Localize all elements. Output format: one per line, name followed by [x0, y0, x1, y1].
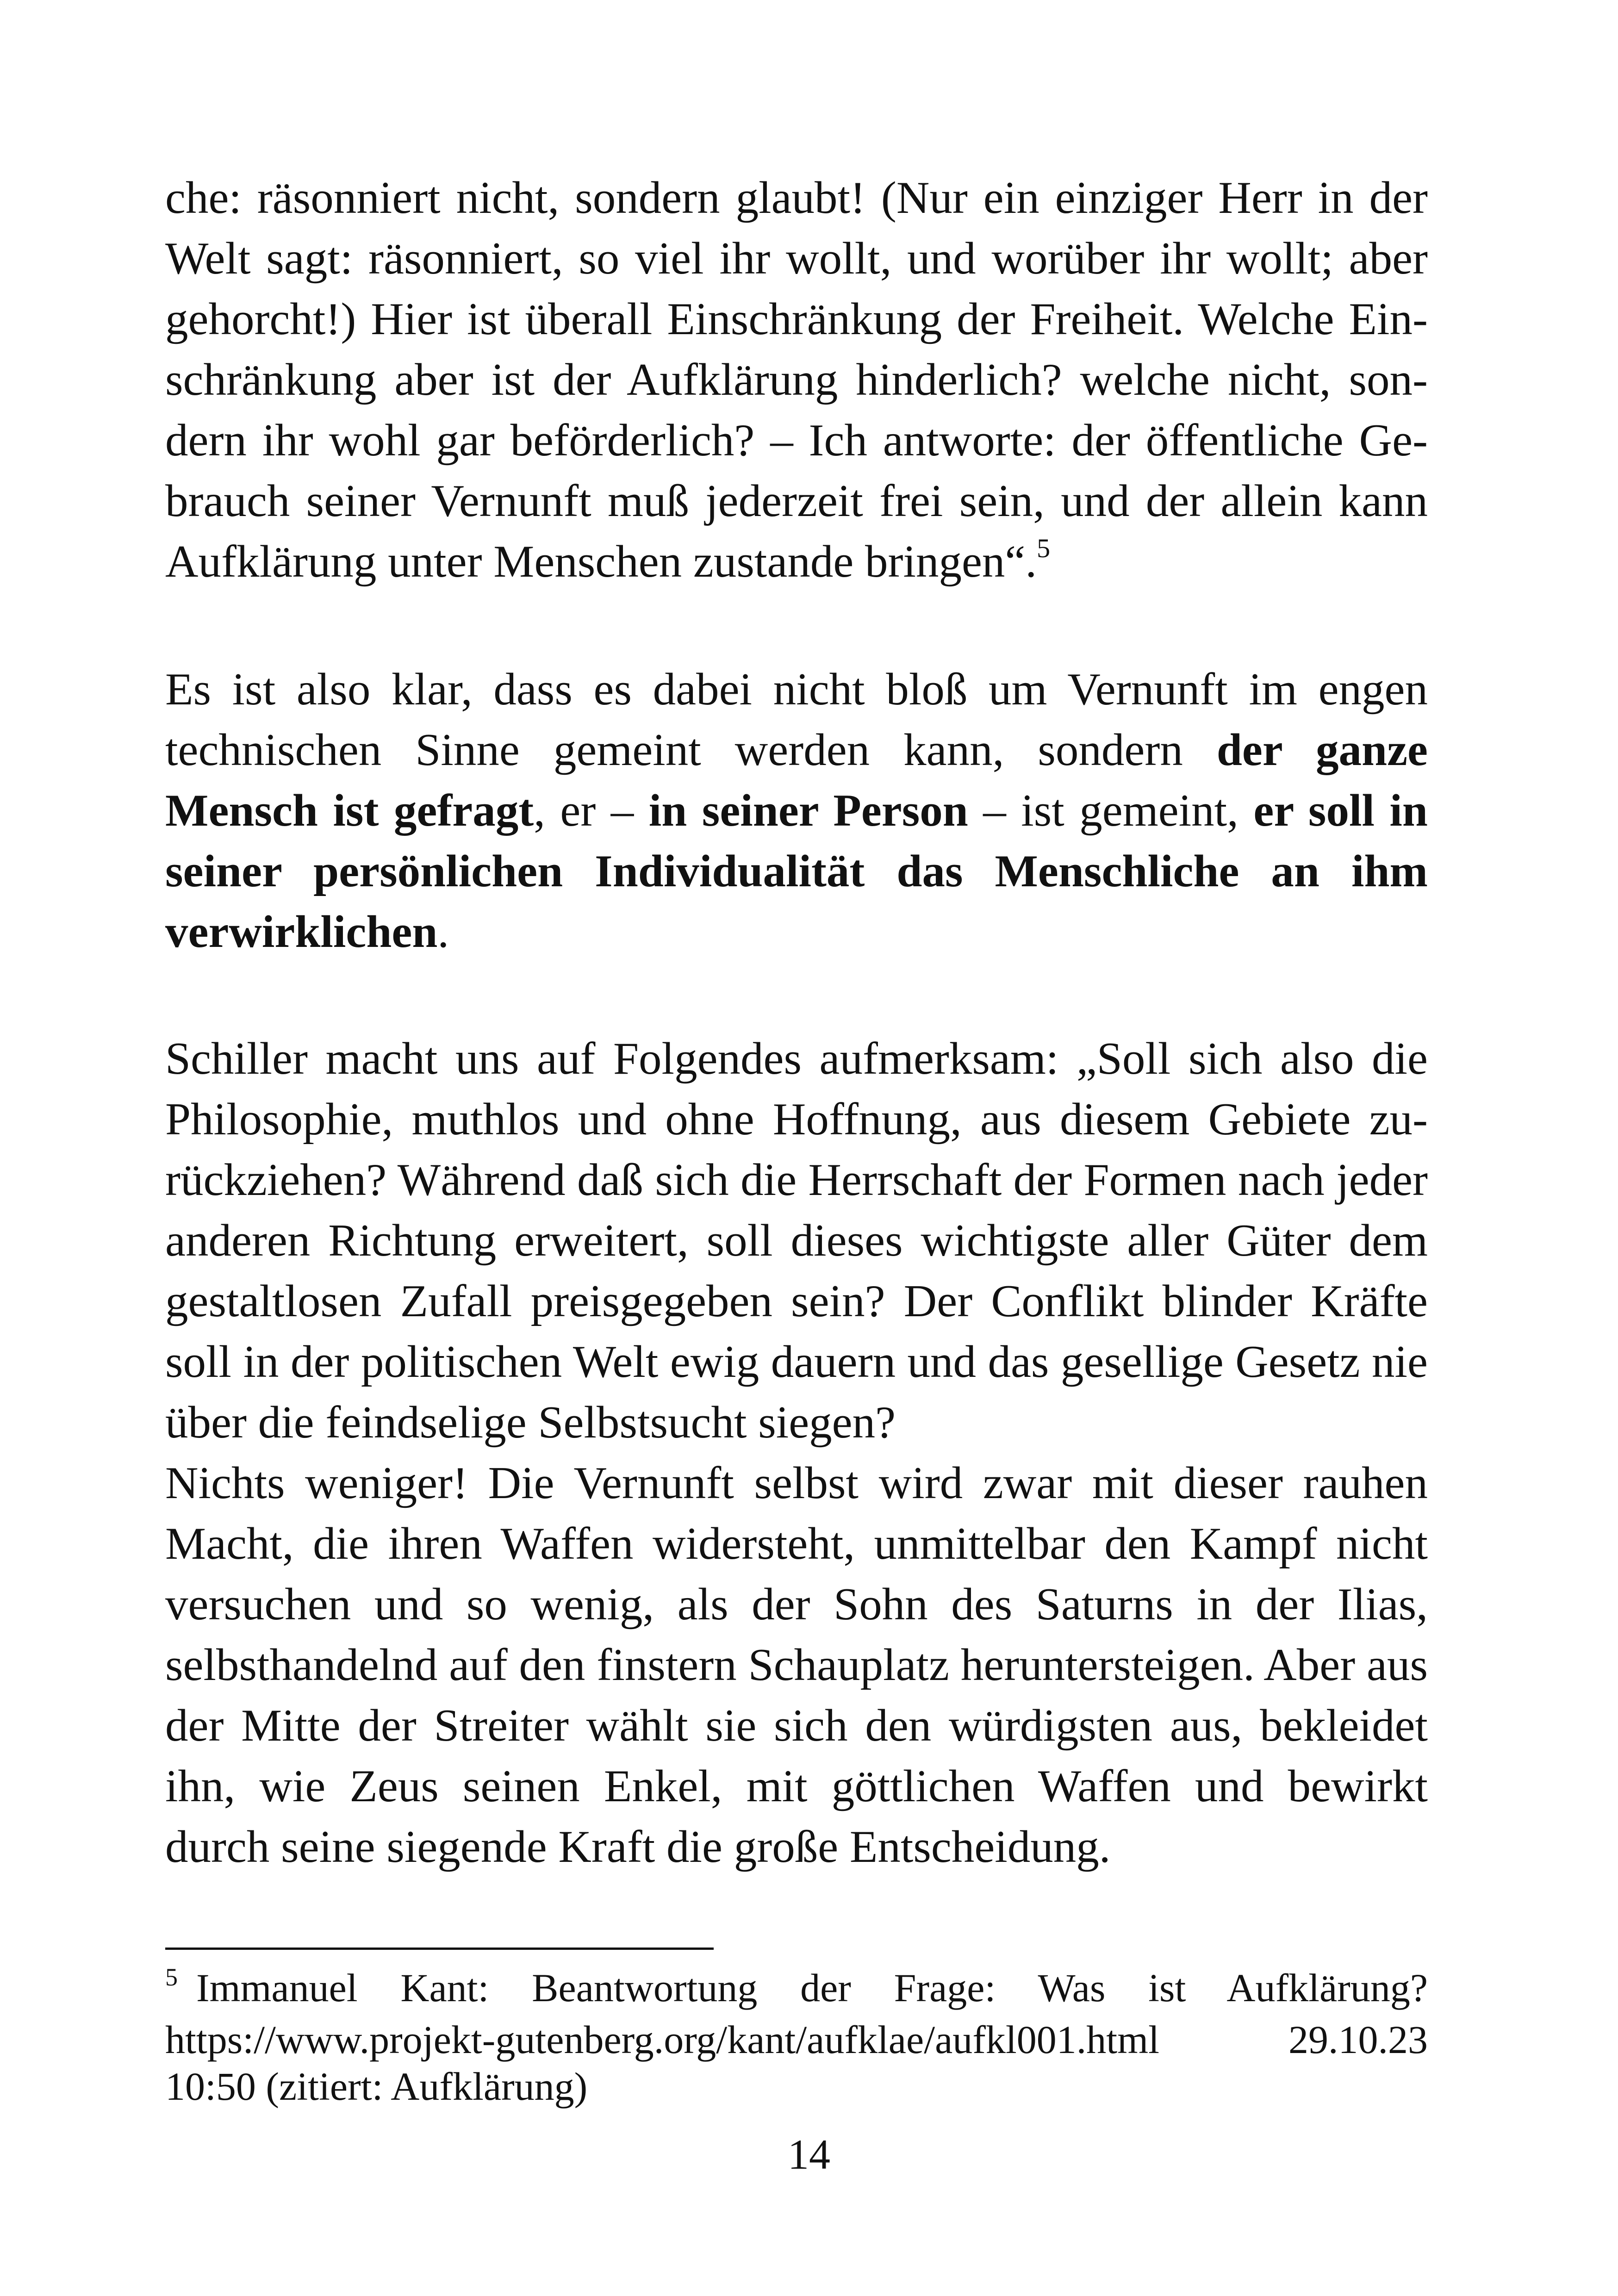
footnote [165, 1965, 1428, 2110]
footnote-separator [165, 1948, 714, 1950]
footnote-url-link[interactable]: https://www.projekt-gutenberg.org/kant/aufklae/aufkl001.html [165, 2017, 1159, 2062]
paragraph-text: Nichts weniger! Die Vernunft selbst wird zwar mit dieser rauhen Macht, die ihren Waffen widersteht, unmittelbar den Kampf nicht versuchen und so wenig, als der Sohn des Saturns in der Ilias, selbsthandelnd auf den finstern Schauplatz heruntersteigen. Aber aus der Mitte der Streiter wählt sie sich den würdigsten aus, bekleidet ihn, wie Zeus seinen Enkel, mit göttlichen Waffen und bewirkt durch seine siegende Kraft die große Entscheidung. [165, 1458, 1428, 1872]
page-number: 14 [788, 2131, 830, 2178]
paragraph-text: , er – [534, 785, 649, 836]
paragraph-text: Es ist also klar, dass es dabei nicht bloß um Vernunft im engen technischen Sinne gemeint werden kann, sondern [165, 664, 1428, 775]
footnote-citation: Immanuel Kant: Beantwortung der Frage: Was ist Aufklärung? [196, 1966, 1428, 2010]
bold-phrase: in seiner Person [648, 785, 968, 836]
paragraph-text: – ist gemeint, [968, 785, 1254, 836]
paragraph-kant-quote [165, 168, 1428, 598]
bold-phrase: er soll in seiner persönlichen Individualität das Menschliche an ihm verwirklichen [165, 785, 1428, 957]
paragraph-schiller-quote [165, 1028, 1428, 1877]
footnote-date: 29.10.23 [1288, 2017, 1428, 2062]
footnote-reference[interactable]: 5 [1037, 533, 1051, 563]
paragraph-text: Schiller macht uns auf Folgendes aufmerksam: „Soll sich also die Philosophie, muthlos und ohne Hoffnung, aus diesem Gebiete zurückziehen? Während daß sich die Herrschaft der Formen nach jeder anderen Richtung erweitert, soll dieses wichtigste aller Güter dem gestaltlosen Zufall preisgegeben sein? Der Conflikt blinder Kräfte soll in der politischen Welt ewig dauern und das gesellige Gesetz nie über die feindselige Selbstsucht siegen? [165, 1033, 1428, 1448]
footnote-number: 5 [165, 1963, 178, 1991]
paragraph-reasoning [165, 659, 1428, 962]
bold-phrase: der ganze Mensch ist gefragt [165, 725, 1428, 836]
paragraph-text: . [437, 907, 449, 957]
footnote-time-note: 10:50 (zitiert: Aufklärung) [165, 2064, 588, 2109]
paragraph-text: che: räsonniert nicht, sondern glaubt! (Nur ein einziger Herr in der Welt sagt: räsonniert, so viel ihr wollt, und worüber ihr wollt; aber gehorcht!) Hier ist überall Einschränkung der Freiheit. Welche Einschränkung aber ist der Aufklärung hinderlich? welche nicht, sondern ihr wohl gar beförderlich? – Ich antworte: der öffentliche Gebrauch seiner Vernunft muß jederzeit frei sein, und der allein kann Aufklärung unter Menschen zustande bringen“. [165, 173, 1428, 587]
